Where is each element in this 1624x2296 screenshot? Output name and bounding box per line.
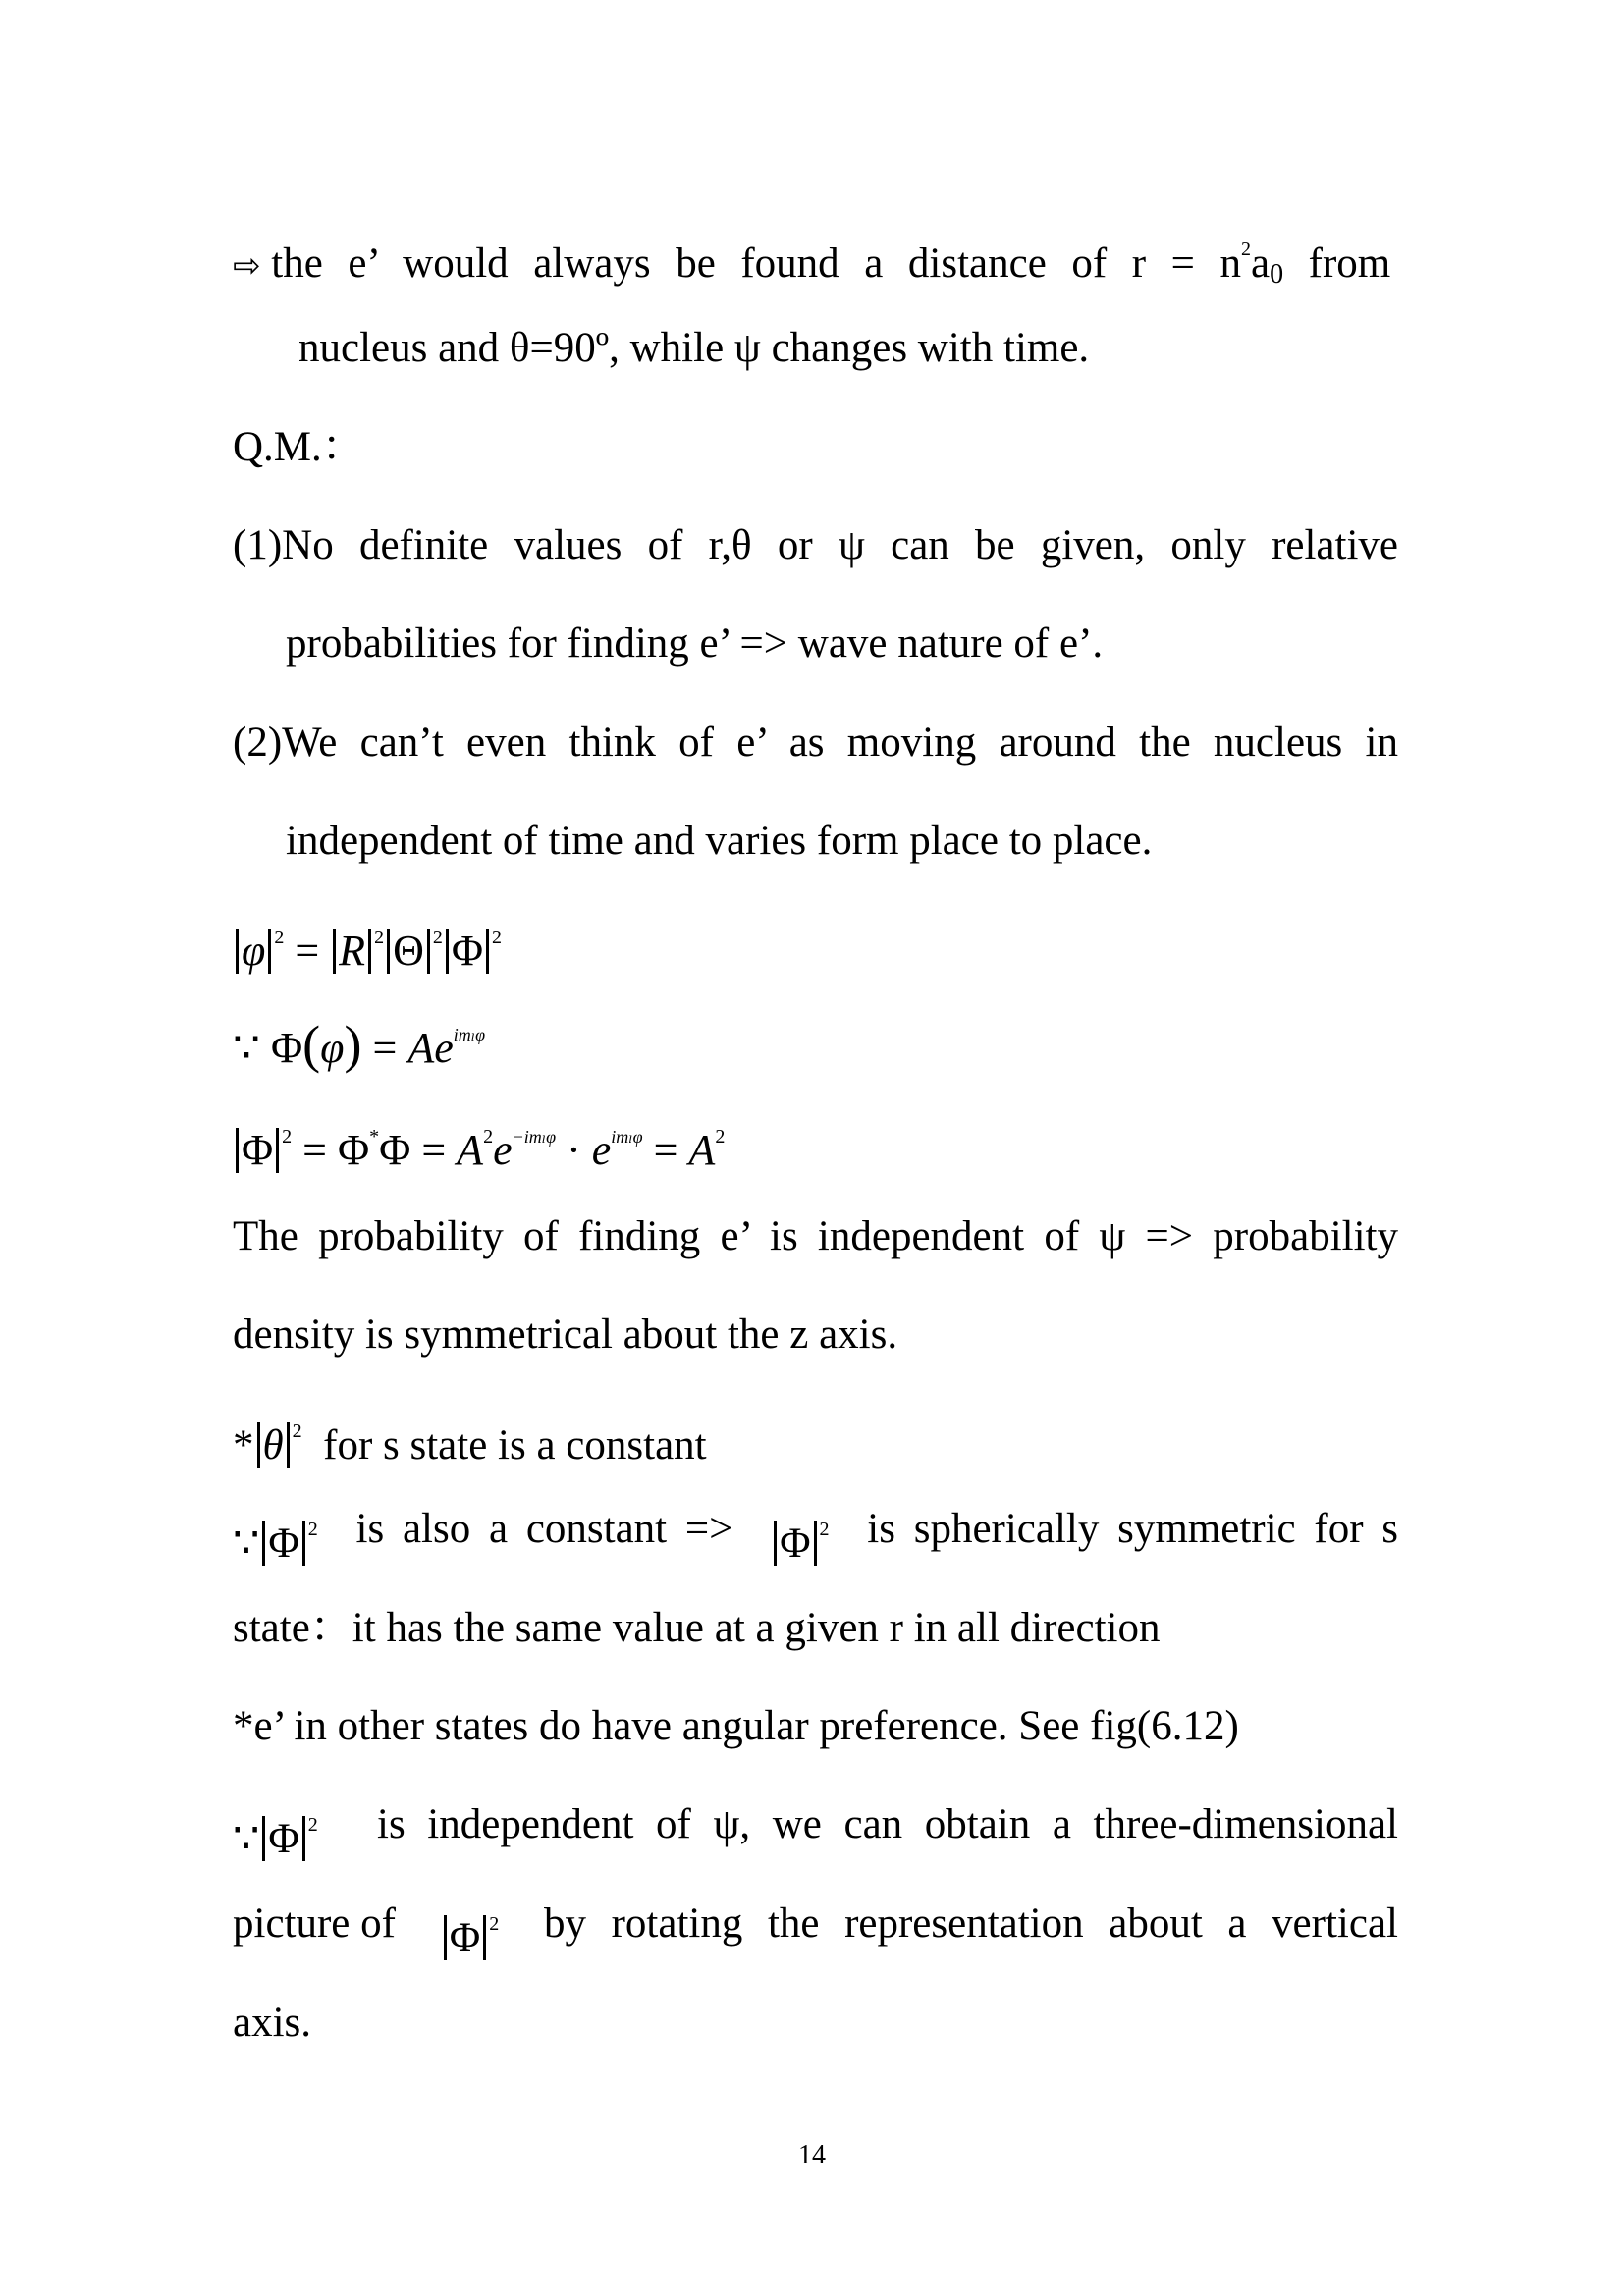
because-icon: ∵ xyxy=(233,1024,260,1072)
text-line-15: state：it has the same value at a given r in all direction xyxy=(233,1605,1161,1651)
text-line-19: axis. xyxy=(233,2000,312,2046)
right-arrow-icon: ⇨ xyxy=(233,246,261,286)
qm-heading: Q.M.： xyxy=(233,424,364,470)
text-line-14: ∵ Φ $^2$ is also a constant => Φ $^2$ is spherically symmetric for s xyxy=(233,1506,1398,1567)
because-icon: ∵ xyxy=(233,1521,260,1567)
text-line-6: (2)We can’t even think of e’ as moving around the nucleus in xyxy=(233,720,1398,766)
text-line-7: independent of time and varies form place to place. xyxy=(286,818,1153,864)
equation-probability-density: φ $^2$ = R $^2$ Θ $^2$ Φ $^2$ xyxy=(233,908,502,981)
page-number: 14 xyxy=(798,2140,826,2170)
because-icon: ∵ xyxy=(233,1816,260,1862)
text-line-5: probabilities for finding e’ => wave nature of e’. xyxy=(286,620,1104,667)
text-line-4: (1)No definite values of r,θ or ψ can be given, only relative xyxy=(233,522,1398,568)
text-line-1: ⇨ the e’ would always be found a distance of $r = n^2a0$ from xyxy=(233,239,1391,290)
text-line-16: *e’ in other states do have angular preference. See fig(6.12) xyxy=(233,1703,1239,1749)
text-line-13: * θ $^2$ for s state is a constant xyxy=(233,1420,707,1468)
text-line-12: density is symmetrical about the z axis. xyxy=(233,1311,898,1358)
equation-phi-function: ∵ $\Phi(\varphi) = Ae^{im_l\varphi}$ xyxy=(233,1015,486,1074)
equation-phi-squared: Φ $^2 = \Phi^*\Phi = A^2e^{-im_l\varphi} \cdot e^{im_l\varphi} = A^2$ xyxy=(233,1107,725,1180)
text-line-18: picture of Φ $^2$ by rotating the representation about a vertical xyxy=(233,1900,1398,1961)
text-line-11: The probability of finding e’ is independent of ψ => probability xyxy=(233,1213,1398,1259)
text-line-2: nucleus and θ=90º, while ψ changes with time. xyxy=(298,325,1090,371)
text-line-17: ∵ Φ $^2$ is independent of ψ, we can obtain a three-dimensional xyxy=(233,1801,1398,1862)
